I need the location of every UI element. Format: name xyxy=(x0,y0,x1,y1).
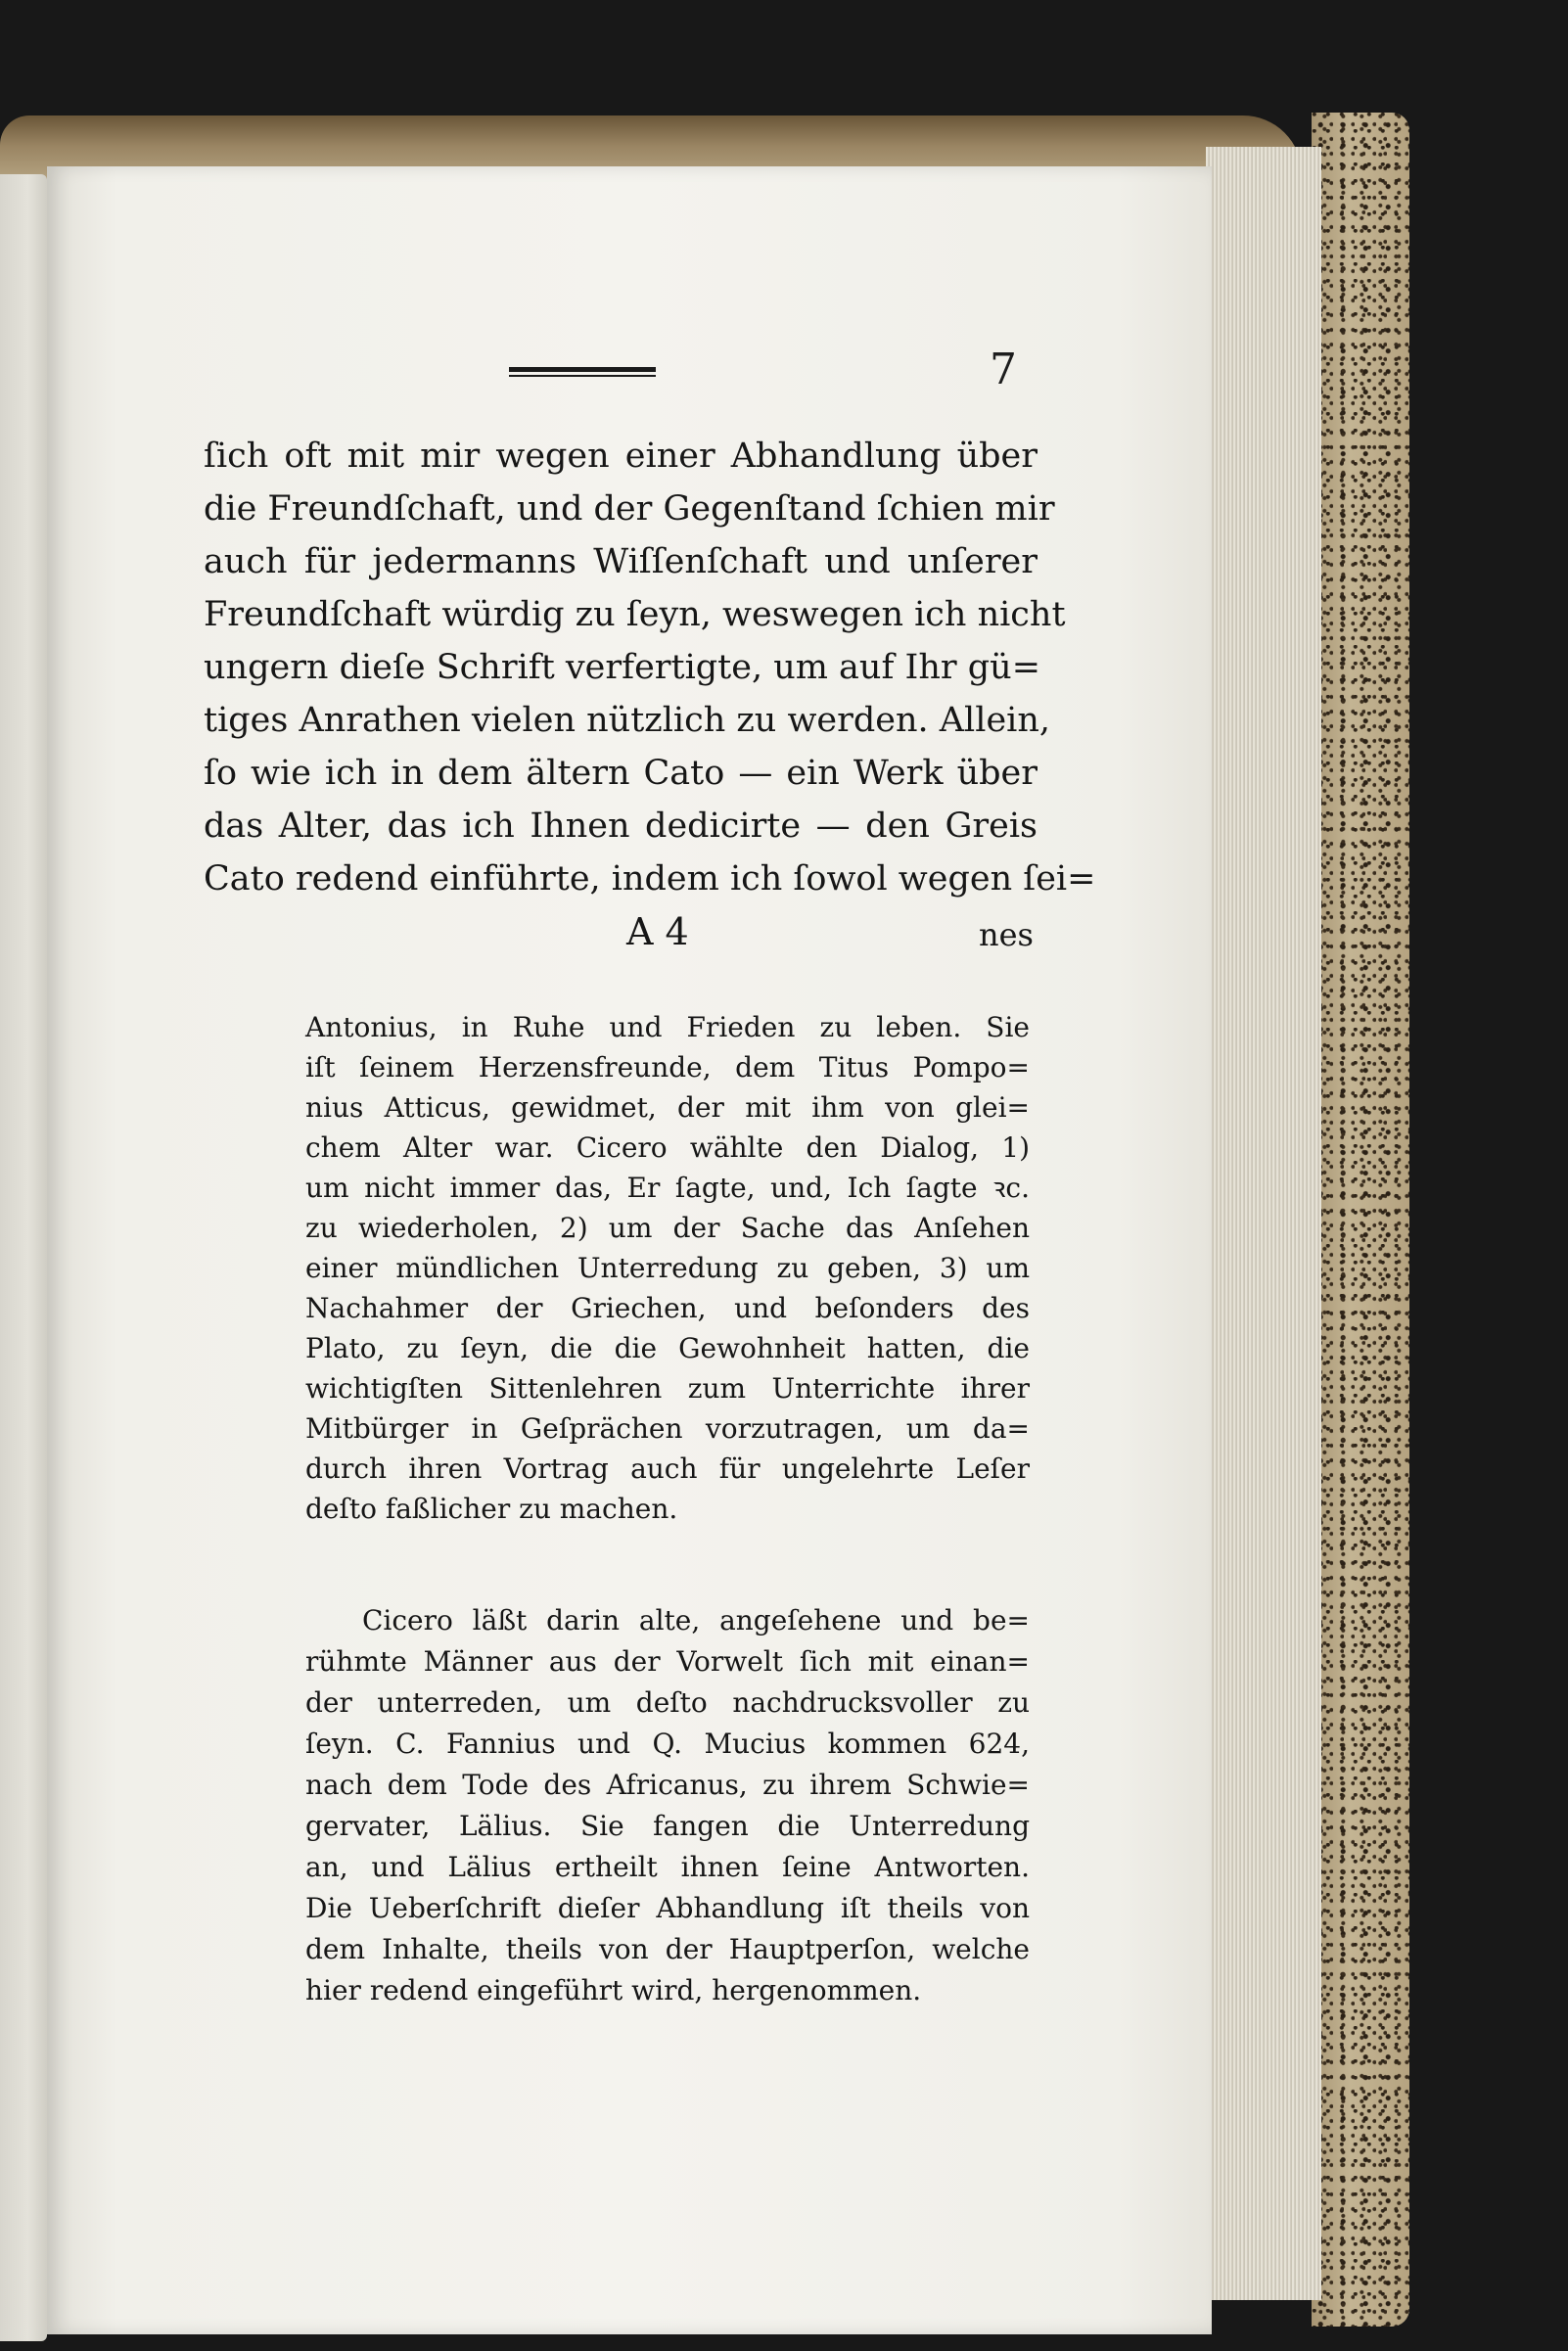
footnote-line: durch ihren Vortrag auch für ungelehrte Leſer xyxy=(305,1452,1030,1485)
footnote-line: Plato, zu ſeyn, die die Gewohnheit hatten, die xyxy=(305,1332,1030,1364)
header-ornament-rule xyxy=(509,367,656,381)
footnote-line: ſeyn. C. Fannius und Q. Mucius kommen 624, xyxy=(305,1728,1030,1760)
footnote-line: Die Ueberſchrift dieſer Abhandlung iſt theils von xyxy=(305,1892,1030,1924)
footnote-line: Nachahmer der Griechen, und beſonders des xyxy=(305,1292,1030,1324)
footnote-line: der unterreden, um deſto nachdrucksvoller zu xyxy=(305,1686,1030,1719)
body-line: das Alter, das ich Ihnen dedicirte — den Greis xyxy=(204,807,1038,846)
body-line: ungern dieſe Schrift verfertigte, um auf Ihr gü= xyxy=(204,648,1041,687)
body-line: ſo wie ich in dem ältern Cato — ein Werk über xyxy=(204,754,1038,793)
footnote-line: chem Alter war. Cicero wählte den Dialog, 1) xyxy=(305,1131,1030,1164)
body-line: auch für jedermanns Wiſſenſchaft und unſerer xyxy=(204,542,1038,581)
previous-page-edge xyxy=(0,174,47,2341)
footnote-line: Mitbürger in Geſprächen vorzutragen, um da= xyxy=(305,1412,1030,1445)
footnote-line: Antonius, in Ruhe und Frieden zu leben. Sie xyxy=(305,1011,1030,1043)
body-line: tiges Anrathen vielen nützlich zu werden. Allein, xyxy=(204,701,1051,740)
footnote-line: einer mündlichen Unterredung zu geben, 3) um xyxy=(305,1252,1030,1284)
footnote-line: an, und Lälius ertheilt ihnen ſeine Antworten. xyxy=(305,1851,1030,1883)
footnote-line: deſto faßlicher zu machen. xyxy=(305,1493,678,1525)
book-binding-edge xyxy=(1312,113,1409,2327)
footnote-line: dem Inhalte, theils von der Hauptperſon, welche xyxy=(305,1933,1030,1965)
footnote-line: nach dem Tode des Africanus, zu ihrem Schwie= xyxy=(305,1769,1030,1801)
body-line: Cato redend einführte, indem ich ſowol wegen ſei= xyxy=(204,859,1096,899)
body-line: ſich oft mit mir wegen einer Abhandlung über xyxy=(204,437,1038,476)
footnote-line: gervater, Lälius. Sie fangen die Unterredung xyxy=(305,1810,1030,1842)
footnote-line: um nicht immer das, Er ſagte, und, Ich ſagte ꝛc. xyxy=(305,1172,1030,1204)
page-fore-edge xyxy=(1206,147,1321,2300)
body-line: die Freundſchaft, und der Gegenſtand ſchien mir xyxy=(204,489,1055,529)
signature-mark: A 4 xyxy=(626,910,689,953)
footnote-line: zu wiederholen, 2) um der Sache das Anſehen xyxy=(305,1212,1030,1244)
footnote-line: hier redend eingeführt wird, hergenommen. xyxy=(305,1974,922,2006)
page-number: 7 xyxy=(990,345,1017,394)
catchword: nes xyxy=(979,916,1034,953)
footnote-line: wichtigſten Sittenlehren zum Unterrichte ihrer xyxy=(305,1372,1030,1405)
footnote-line: nius Atticus, gewidmet, der mit ihm von glei= xyxy=(305,1091,1030,1124)
footnote-line: Cicero läßt darin alte, angeſehene und be= xyxy=(362,1604,1030,1636)
footnote-line: iſt ſeinem Herzensfreunde, dem Titus Pompo= xyxy=(305,1051,1030,1083)
body-line: Freundſchaft würdig zu ſeyn, weswegen ich nicht xyxy=(204,595,1066,634)
footnote-line: rühmte Männer aus der Vorwelt ſich mit einan= xyxy=(305,1645,1030,1678)
